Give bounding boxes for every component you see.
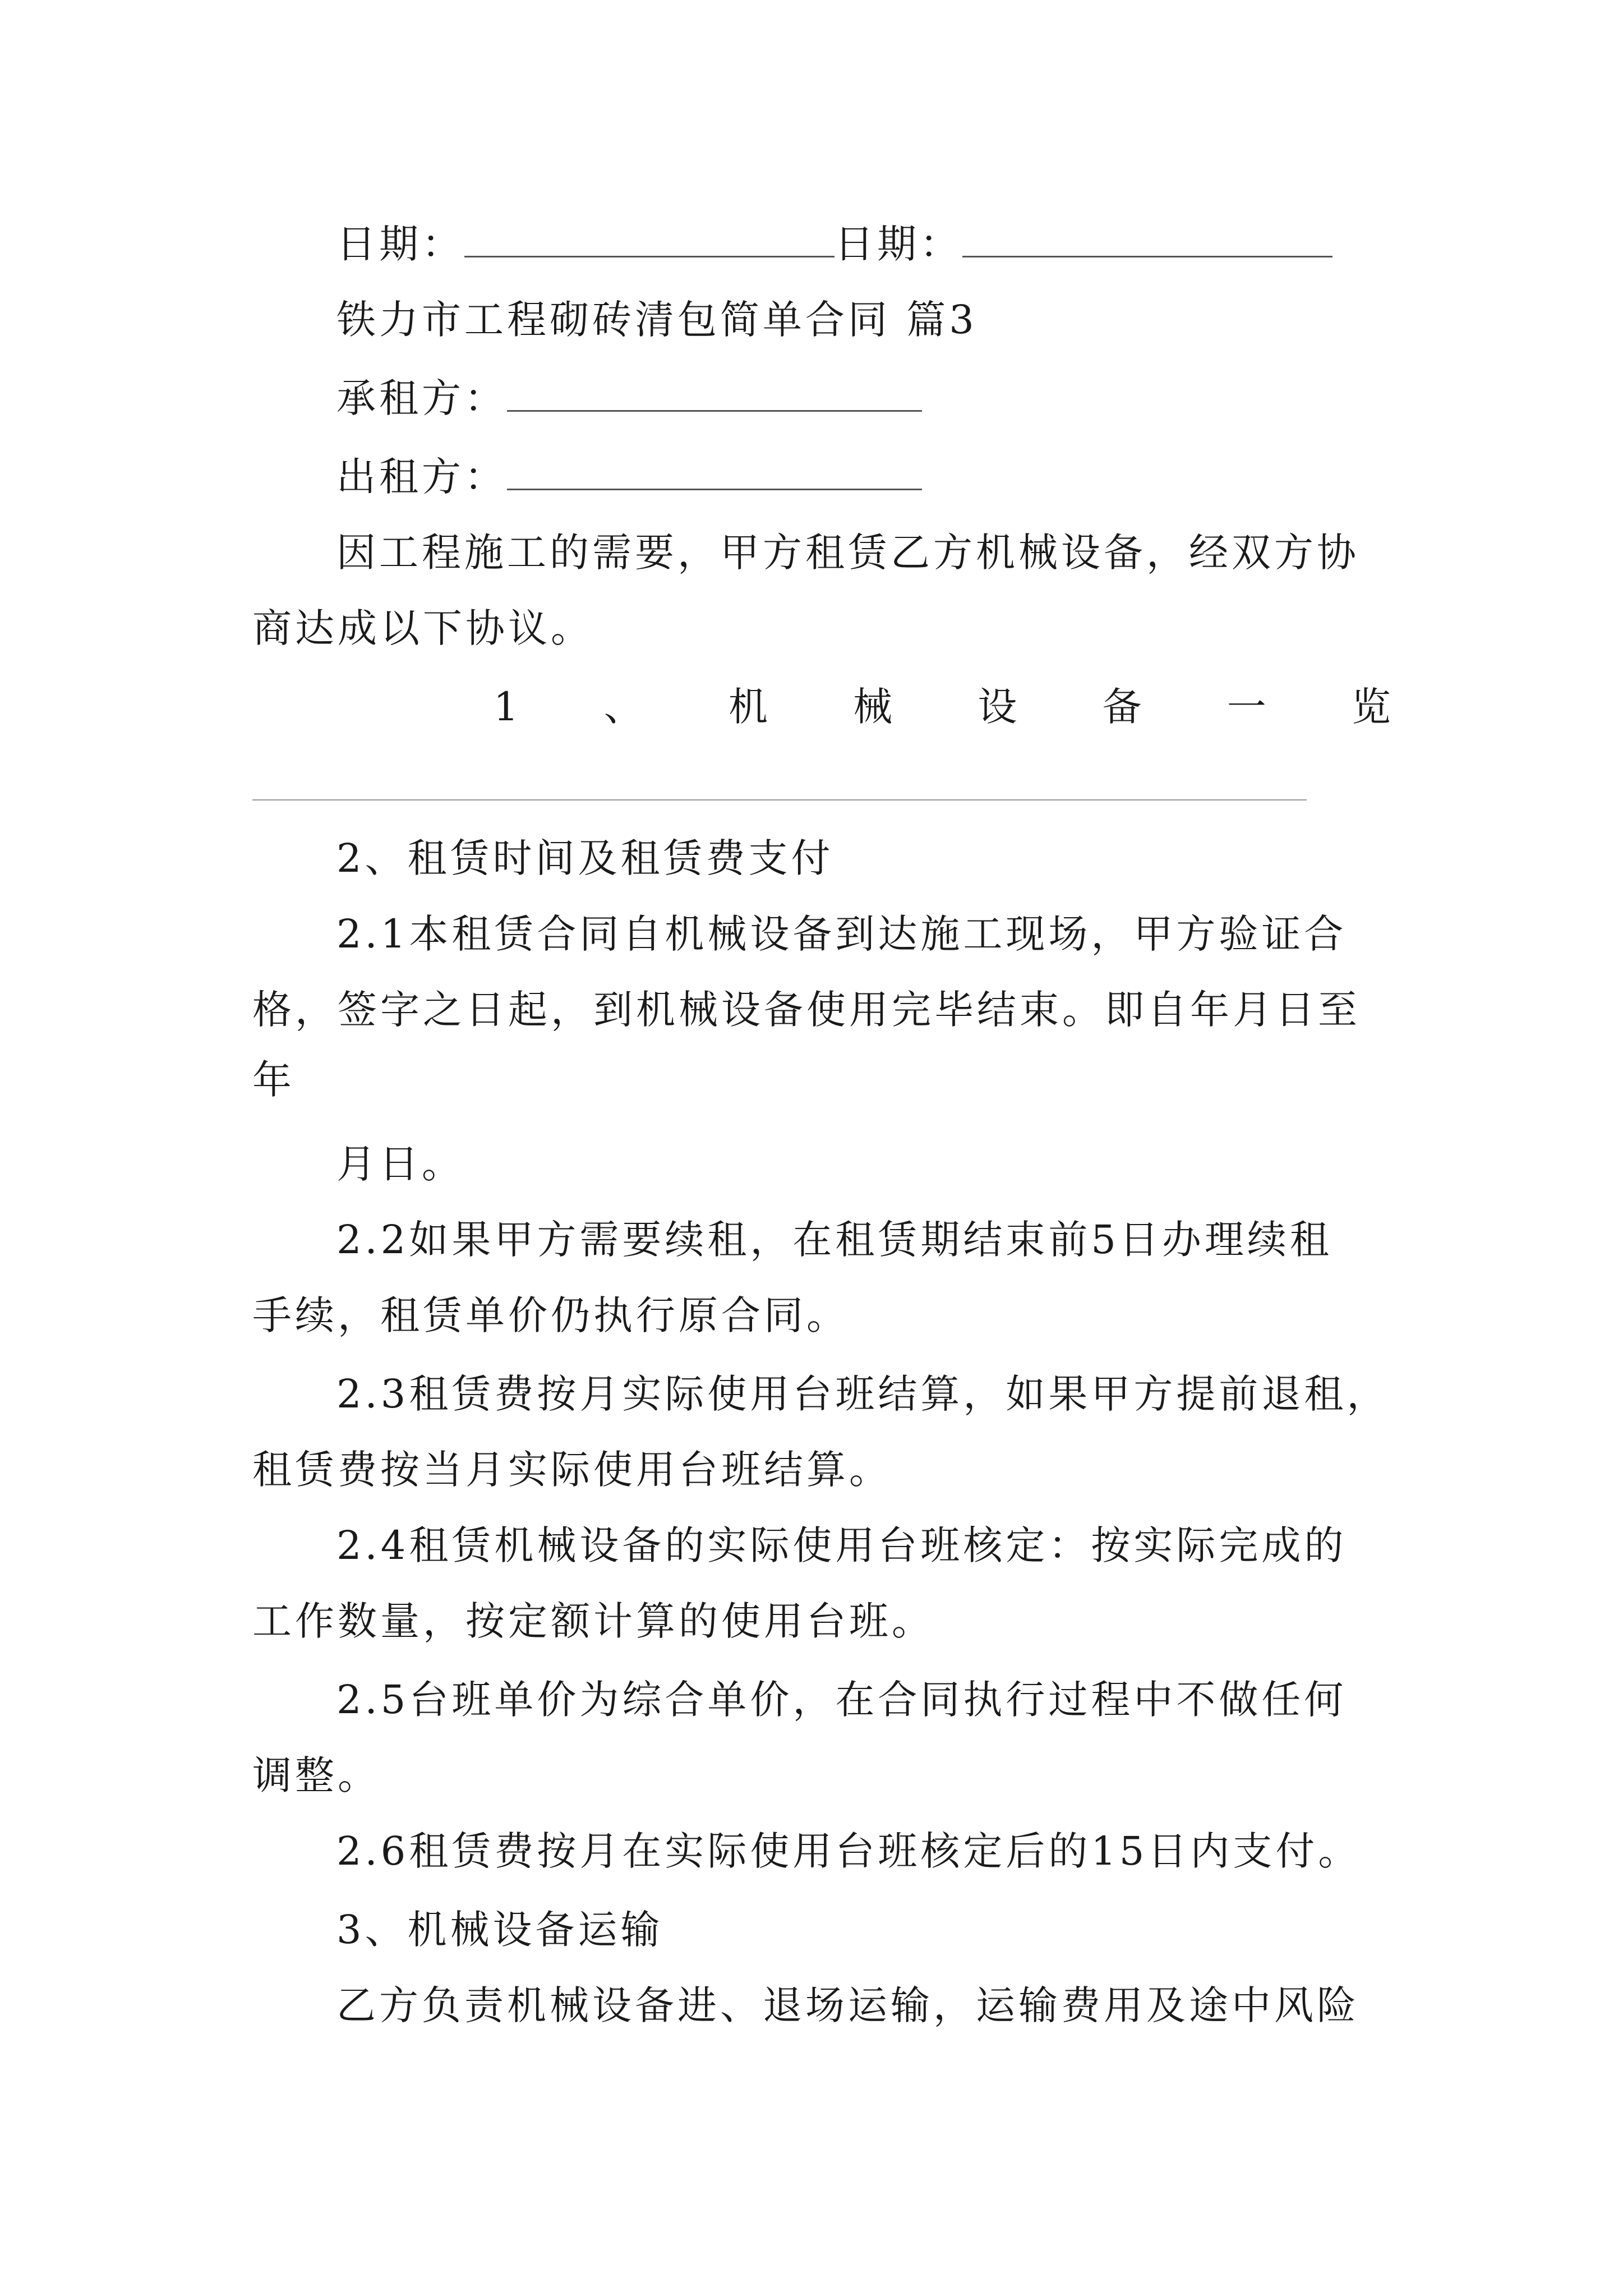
lessor-blank xyxy=(507,449,922,490)
clause-2-2-line-1: 2.2如果甲方需要续租，在租赁期结束前5日办理续租 xyxy=(336,1217,1332,1263)
section2-title: 2、租赁时间及租赁费支付 xyxy=(336,835,834,881)
clause-2-6-line-1: 2.6租赁费按月在实际使用台班核定后的15日内支付。 xyxy=(336,1828,1361,1874)
section1-char: 机 xyxy=(728,684,768,730)
contract-heading: 铁力市工程砌砖清包简单合同 篇3 xyxy=(336,297,978,343)
section3-line-1: 乙方负责机械设备进、退场运输，运输费用及途中风险 xyxy=(336,1982,1359,2028)
section1-char: 设 xyxy=(978,684,1017,730)
lessee-label: 承租方： xyxy=(336,375,507,421)
date-blank-2 xyxy=(962,217,1332,257)
section1-char: 一 xyxy=(1227,684,1266,730)
section1-char: 、 xyxy=(603,684,643,730)
intro-line-2: 商达成以下协议。 xyxy=(252,605,593,651)
signature-date-row xyxy=(336,216,1332,272)
clause-2-2-line-2: 手续，租赁单价仍执行原合同。 xyxy=(252,1292,849,1338)
clause-2-1-line-1: 2.1本租赁合同自机械设备到达施工现场，甲方验证合 xyxy=(336,911,1347,957)
lessor-label: 出租方： xyxy=(336,454,507,500)
clause-2-5-line-1: 2.5台班单价为综合单价，在合同执行过程中不做任何 xyxy=(336,1677,1347,1723)
date-label-2: 日期： xyxy=(834,221,962,267)
date-label-1: 日期： xyxy=(336,221,464,267)
section1-char: 械 xyxy=(853,684,893,730)
divider-line xyxy=(252,799,1307,800)
section1-char: 览 xyxy=(1351,684,1391,730)
section1-char: 备 xyxy=(1102,684,1142,730)
clause-2-1-line-3: 年 xyxy=(252,1057,295,1103)
date-blank-1 xyxy=(464,217,834,257)
clause-2-4-line-1: 2.4租赁机械设备的实际使用台班核定：按实际完成的 xyxy=(336,1522,1347,1568)
intro-line-1: 因工程施工的需要，甲方租赁乙方机械设备，经双方协 xyxy=(336,530,1359,576)
clause-2-3-line-2: 租赁费按当月实际使用台班结算。 xyxy=(252,1447,892,1493)
clause-2-5-line-2: 调整。 xyxy=(252,1752,380,1798)
section1-char: 1 xyxy=(494,684,519,730)
section3-title: 3、机械设备运输 xyxy=(336,1907,663,1953)
lessee-blank xyxy=(507,371,922,412)
clause-2-1-line-2: 格，签字之日起，到机械设备使用完毕结束。即自年月日至 xyxy=(252,987,1361,1033)
clause-2-3-line-1: 2.3租赁费按月实际使用台班结算，如果甲方提前退租， xyxy=(336,1371,1390,1417)
lessee-row xyxy=(336,370,922,426)
clause-2-4-line-2: 工作数量，按定额计算的使用台班。 xyxy=(252,1598,934,1644)
section1-heading xyxy=(494,679,1391,735)
clause-2-1-line-4: 月日。 xyxy=(336,1141,464,1187)
lessor-row xyxy=(336,449,922,505)
